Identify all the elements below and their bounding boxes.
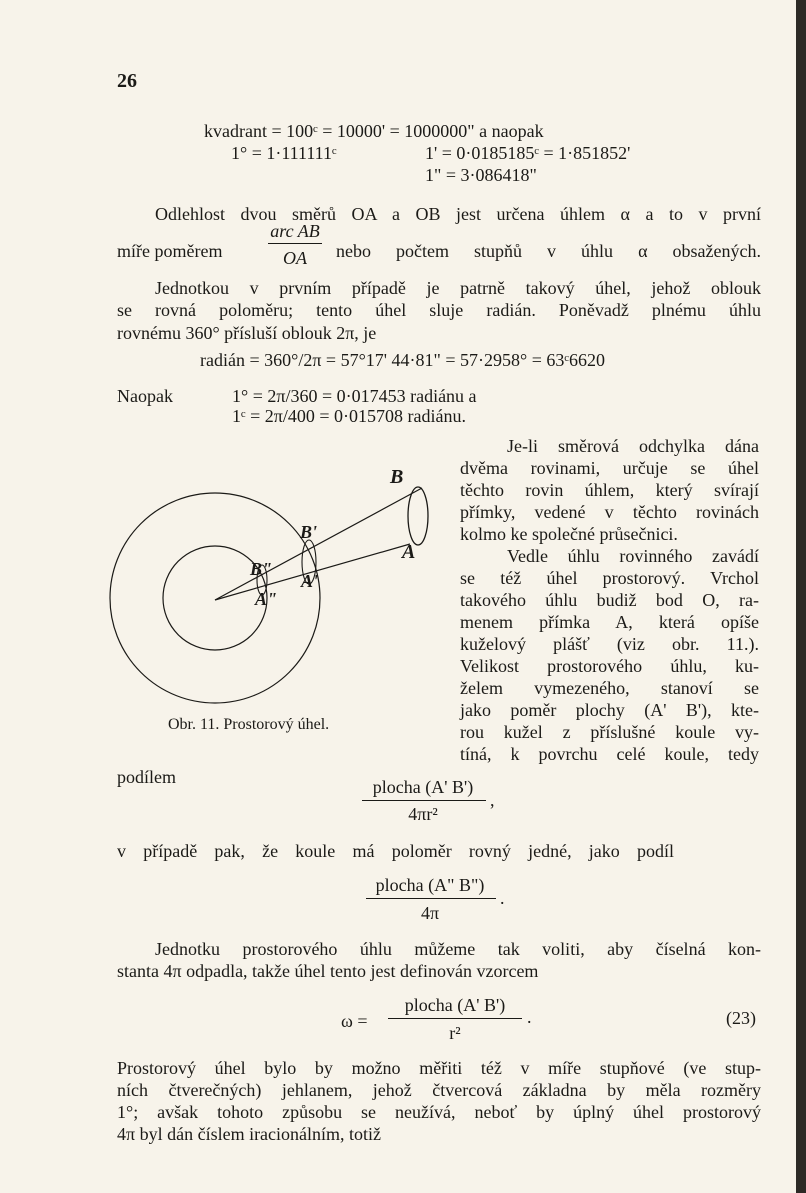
equation-degree-rad: 1° = 2π/360 = 0·017453 radiánu a bbox=[232, 386, 477, 406]
figure-label-b: B bbox=[390, 466, 404, 488]
formula-1-denominator: 4πr² bbox=[408, 804, 438, 824]
paragraph-line: jako poměr plochy (A' B'), kte- bbox=[460, 700, 759, 720]
paragraph-line: Velikost prostorového úhlu, ku- bbox=[460, 656, 759, 676]
equation-radian: radián = 360°/2π = 57°17' 44·81" = 57·2958° = 63ᶜ6620 bbox=[200, 350, 605, 370]
figure-label-b2: B" bbox=[250, 559, 272, 579]
equation-kvadrant: kvadrant = 100ᶜ = 10000' = 1000000" a naopak bbox=[204, 121, 544, 141]
paragraph-line: Jednotkou v prvním případě je patrně takový úhel, jehož oblouk bbox=[155, 278, 761, 298]
page-number: 26 bbox=[117, 70, 137, 92]
figure-label-b1: B' bbox=[300, 522, 318, 542]
paragraph-line: Odlehlost dvou směrů OA a OB jest určena úhlem α a to v první bbox=[155, 204, 761, 224]
formula-3-numerator: plocha (A' B') bbox=[404, 995, 506, 1015]
paragraph-line: tíná, k povrchu celé koule, tedy bbox=[460, 744, 759, 764]
paragraph-line: Jednotku prostorového úhlu můžeme tak voliti, aby číselná kon- bbox=[155, 939, 761, 959]
paragraph-line: Prostorový úhel bylo by možno měřiti též v míře stupňové (ve stup- bbox=[117, 1058, 761, 1078]
paragraph-line: želem vymezeného, stanoví se bbox=[460, 678, 759, 698]
figure-label-a1: A' bbox=[301, 571, 319, 591]
formula-1-bar bbox=[362, 800, 486, 801]
formula-3-punct: . bbox=[527, 1007, 532, 1027]
formula-2-punct: . bbox=[500, 888, 505, 908]
formula-2-bar bbox=[366, 898, 496, 899]
paragraph-line: stanta 4π odpadla, takže úhel tento jest definován vzorcem bbox=[117, 961, 539, 981]
paragraph-line: menem přímka A, která opíše bbox=[460, 612, 759, 632]
paragraph-line: v případě pak, že koule má poloměr rovný jedné, jako podíl bbox=[117, 841, 674, 861]
paragraph-line: 1°; avšak tohoto způsobu se neužívá, neboť by úplný úhel prostorový bbox=[117, 1102, 761, 1122]
paragraph-line: se též úhel prostorový. Vrchol bbox=[460, 568, 759, 588]
equation-second: 1" = 3·086418" bbox=[425, 165, 537, 185]
figure-solid-angle bbox=[110, 460, 455, 720]
paragraph-line: těchto rovin úhlem, který svírají bbox=[460, 480, 759, 500]
paragraph-line: Vedle úhlu rovinného zavádí bbox=[507, 546, 759, 566]
paragraph-line: kolmo ke společné průsečnici. bbox=[460, 524, 678, 544]
fraction-numerator: arc AB bbox=[270, 221, 320, 241]
paragraph-line: rovnému 360° přísluší oblouk 2π, je bbox=[117, 323, 377, 343]
paragraph-line: takového úhlu budiž bod O, ra- bbox=[460, 590, 759, 610]
figure-caption: Obr. 11. Prostorový úhel. bbox=[168, 716, 330, 733]
paragraph-line: 4π byl dán číslem iracionálním, totiž bbox=[117, 1124, 382, 1144]
paragraph-line: podílem bbox=[117, 767, 176, 787]
figure-label-a: A bbox=[402, 541, 416, 563]
naopak-label: Naopak bbox=[117, 386, 173, 406]
paragraph-line: ních čtverečných) jehlanem, jehož čtvercová základna by měla rozměry bbox=[117, 1080, 761, 1100]
paragraph-line: rou kužel z příslušné koule vy- bbox=[460, 722, 759, 742]
paragraph-line: Je-li směrová odchylka dána bbox=[507, 436, 759, 456]
equation-grad-rad: 1ᶜ = 2π/400 = 0·015708 radiánu. bbox=[232, 406, 466, 426]
paragraph-line: dvěma rovinami, určuje se úhel bbox=[460, 458, 759, 478]
paragraph-line: míře poměrem bbox=[117, 241, 223, 261]
formula-3-bar bbox=[388, 1018, 522, 1019]
equation-number: (23) bbox=[726, 1008, 756, 1028]
formula-3-lhs: ω = bbox=[341, 1011, 368, 1031]
equation-degree-grad: 1° = 1·111111ᶜ bbox=[231, 143, 337, 163]
page-edge-shadow bbox=[796, 0, 806, 1193]
paragraph-line: kuželový plášť (viz obr. 11.). bbox=[460, 634, 759, 654]
formula-3-denominator: r² bbox=[449, 1023, 461, 1043]
fraction-denominator: OA bbox=[283, 248, 307, 268]
equation-minute: 1' = 0·0185185ᶜ = 1·851852' bbox=[425, 143, 631, 163]
cone-base-ellipse bbox=[408, 487, 428, 545]
formula-2-numerator: plocha (A" B") bbox=[375, 875, 485, 895]
paragraph-line: přímky, vedené v těchto rovinách bbox=[460, 502, 759, 522]
formula-1-punct: , bbox=[490, 790, 495, 810]
outer-sphere bbox=[110, 493, 320, 703]
formula-2-denominator: 4π bbox=[420, 903, 440, 923]
fraction-bar bbox=[268, 243, 322, 244]
figure-label-a2: A" bbox=[255, 589, 277, 609]
paragraph-line: se rovná poloměru; tento úhel sluje radián. Poněvadž plnému úhlu bbox=[117, 300, 761, 320]
formula-1-numerator: plocha (A' B') bbox=[372, 777, 474, 797]
paragraph-line: nebo počtem stupňů v úhlu α obsažených. bbox=[336, 241, 761, 261]
